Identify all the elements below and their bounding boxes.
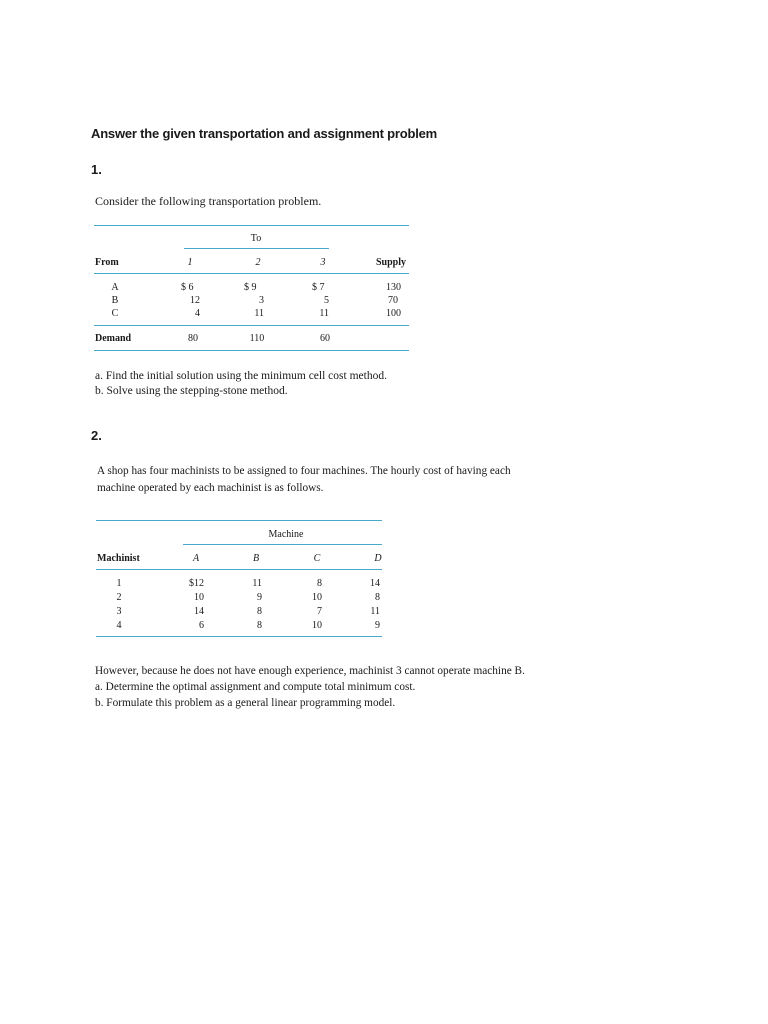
machine-header-rule — [183, 544, 382, 545]
machinist-1: 1 — [116, 578, 122, 589]
question-2-intro-line-1: A shop has four machinists to be assigned to four machines. The hourly cost of having each — [97, 465, 511, 477]
col-header-1: 1 — [187, 257, 193, 268]
cost-1-c: 8 — [317, 578, 322, 589]
cost-2-a: 10 — [194, 592, 204, 603]
supply-c: 100 — [386, 308, 401, 319]
cost-a-1: $ 6 — [181, 282, 194, 293]
cost-4-c: 10 — [312, 620, 322, 631]
machinist-header: Machinist — [97, 553, 140, 564]
cost-3-b: 8 — [257, 606, 262, 617]
demand-3: 60 — [320, 333, 330, 344]
col-header-a: A — [192, 553, 200, 564]
header-bottom-rule — [94, 273, 409, 274]
question-1-number: 1. — [91, 162, 102, 177]
supply-a: 130 — [386, 282, 401, 293]
table-bottom-rule — [94, 350, 409, 351]
cost-3-c: 7 — [317, 606, 322, 617]
cost-b-2: 3 — [259, 295, 264, 306]
cost-c-3: 11 — [319, 308, 329, 319]
demand-1: 80 — [188, 333, 198, 344]
cost-c-2: 11 — [254, 308, 264, 319]
col-header-d: D — [374, 553, 382, 564]
question-2-note: However, because he does not have enough experience, machinist 3 cannot operate machine B. — [95, 665, 525, 677]
cost-4-b: 8 — [257, 620, 262, 631]
cost-4-a: 6 — [199, 620, 204, 631]
col-header-2: 2 — [255, 257, 261, 268]
demand-label: Demand — [95, 333, 132, 344]
row-label-c: C — [111, 308, 119, 319]
cost-a-3: $ 7 — [312, 282, 325, 293]
assign-header-bottom-rule — [96, 569, 382, 570]
row-label-a: A — [111, 282, 119, 293]
cost-1-d: 14 — [370, 578, 380, 589]
cost-1-b: 11 — [252, 578, 262, 589]
col-header-b: B — [252, 553, 260, 564]
cost-c-1: 4 — [195, 308, 200, 319]
question-2-task-a: a. Determine the optimal assignment and compute total minimum cost. — [95, 681, 416, 693]
assign-bottom-rule — [96, 636, 382, 637]
to-header-rule — [184, 248, 329, 249]
col-header-c: C — [313, 553, 321, 564]
machinist-4: 4 — [116, 620, 122, 631]
document-title: Answer the given transportation and assignment problem — [91, 126, 438, 141]
cost-b-1: 12 — [190, 295, 200, 306]
demand-2: 110 — [249, 333, 265, 344]
cost-2-b: 9 — [257, 592, 262, 603]
question-2-number: 2. — [91, 428, 102, 443]
cost-3-d: 11 — [370, 606, 380, 617]
cost-b-3: 5 — [324, 295, 329, 306]
question-1-intro: Consider the following transportation problem. — [95, 194, 322, 208]
col-header-3: 3 — [320, 257, 326, 268]
cost-3-a: 14 — [194, 606, 204, 617]
machine-header: Machine — [268, 529, 304, 540]
to-header: To — [250, 233, 262, 244]
cost-a-2: $ 9 — [244, 282, 257, 293]
cost-2-c: 10 — [312, 592, 322, 603]
supply-b: 70 — [388, 295, 398, 306]
machinist-2: 2 — [116, 592, 122, 603]
assign-top-rule — [96, 520, 382, 521]
row-label-b: B — [111, 295, 119, 306]
cost-4-d: 9 — [375, 620, 380, 631]
table-top-rule — [94, 225, 409, 226]
body-bottom-rule — [94, 325, 409, 326]
from-header: From — [95, 257, 119, 268]
cost-2-d: 8 — [375, 592, 380, 603]
question-1-task-a: a. Find the initial solution using the minimum cell cost method. — [95, 370, 387, 382]
machinist-3: 3 — [116, 606, 122, 617]
question-2-intro-line-2: machine operated by each machinist is as follows. — [97, 482, 324, 494]
cost-1-a: $12 — [189, 578, 204, 589]
question-1-task-b: b. Solve using the stepping-stone method. — [95, 385, 288, 397]
supply-header: Supply — [376, 257, 407, 268]
question-2-task-b: b. Formulate this problem as a general linear programming model. — [95, 697, 396, 709]
